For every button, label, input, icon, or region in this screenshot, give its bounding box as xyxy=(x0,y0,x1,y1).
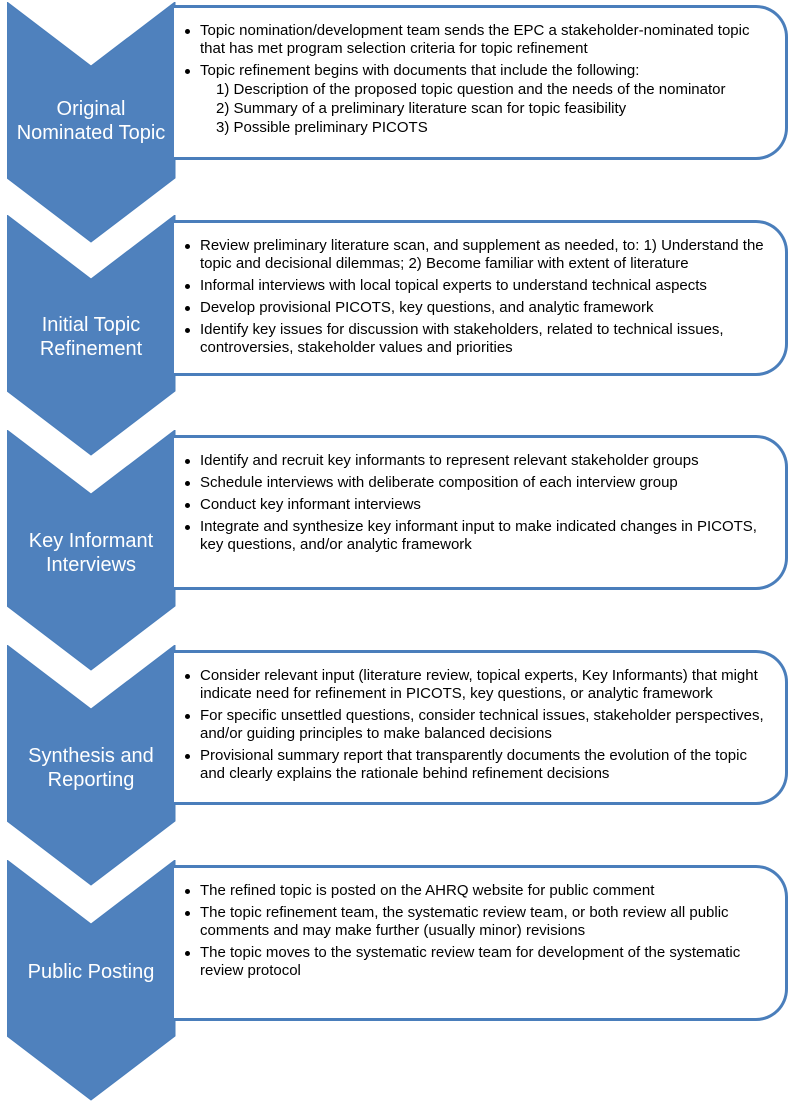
bullet-item xyxy=(184,321,771,357)
bullet-dot-icon xyxy=(185,674,190,679)
bullet-item xyxy=(184,277,771,295)
bullet-list xyxy=(184,237,771,357)
bullet-dot-icon xyxy=(185,306,190,311)
bullet-item xyxy=(184,496,771,514)
numbered-subitem: 3) Possible preliminary PICOTS xyxy=(216,119,428,136)
step-description-box xyxy=(174,650,788,805)
bullet-text: Integrate and synthesize key informant input to make indicated changes in PICOTS, key questions, and/or analytic framework xyxy=(200,518,757,553)
bullet-text: The topic refinement team, the systematic review team, or both review all public comments and may make further (usually minor) revisions xyxy=(200,904,729,939)
bullet-dot-icon xyxy=(185,754,190,759)
bullet-item xyxy=(184,707,771,743)
step-description-box xyxy=(174,220,788,376)
numbered-subitem: 1) Description of the proposed topic question and the needs of the nominator xyxy=(216,81,726,98)
bullet-text: Review preliminary literature scan, and supplement as needed, to: 1) Understand the topic and decisional dilemmas; 2) Become familiar with extent of literature xyxy=(200,237,764,272)
bullet-dot-icon xyxy=(185,29,190,34)
step-title: Synthesis and Reporting xyxy=(28,745,154,791)
bullet-item xyxy=(184,882,771,900)
bullet-dot-icon xyxy=(185,714,190,719)
bullet-text: Topic refinement begins with documents that include the following: xyxy=(200,62,640,79)
bullet-text: The topic moves to the systematic review team for development of the systematic review protocol xyxy=(200,944,741,979)
step-title: Public Posting xyxy=(27,961,155,983)
bullet-text: Develop provisional PICOTS, key questions, and analytic framework xyxy=(200,299,654,316)
bullet-text: Identify and recruit key informants to represent relevant stakeholder groups xyxy=(200,452,699,469)
bullet-item xyxy=(184,904,771,940)
bullet-text: Schedule interviews with deliberate composition of each interview group xyxy=(200,474,678,491)
bullet-item xyxy=(184,667,771,703)
bullet-list xyxy=(184,882,771,980)
bullet-item xyxy=(184,452,771,470)
bullet-item xyxy=(184,22,771,58)
numbered-subitem: 2) Summary of a preliminary literature scan for topic feasibility xyxy=(216,100,627,117)
bullet-dot-icon xyxy=(185,69,190,74)
bullet-dot-icon xyxy=(185,459,190,464)
bullet-item xyxy=(184,62,771,137)
bullet-text: For specific unsettled questions, consider technical issues, stakeholder perspectives, and/or guiding principles to make balanced decisions xyxy=(200,707,764,742)
bullet-dot-icon xyxy=(185,481,190,486)
bullet-item xyxy=(184,237,771,273)
bullet-item xyxy=(184,474,771,492)
bullet-dot-icon xyxy=(185,889,190,894)
bullet-text: The refined topic is posted on the AHRQ website for public comment xyxy=(200,882,655,899)
bullet-item xyxy=(184,944,771,980)
numbered-sublist xyxy=(200,80,771,137)
bullet-item xyxy=(184,518,771,554)
bullet-dot-icon xyxy=(185,244,190,249)
bullet-item xyxy=(184,747,771,783)
step-title: Original Nominated Topic xyxy=(16,98,166,144)
step-title: Key Informant Interviews xyxy=(28,530,154,576)
bullet-dot-icon xyxy=(185,911,190,916)
bullet-text: Consider relevant input (literature review, topical experts, Key Informants) that might indicate need for refinement in PICOTS, key questions, or analytic framework xyxy=(200,667,758,702)
bullet-text: Informal interviews with local topical experts to understand technical aspects xyxy=(200,277,707,294)
bullet-list xyxy=(184,667,771,783)
step-description-box xyxy=(174,5,788,160)
bullet-text: Provisional summary report that transparently documents the evolution of the topic and clearly explains the rationale behind refinement decisions xyxy=(200,747,747,782)
bullet-list xyxy=(184,22,771,137)
bullet-text: Topic nomination/development team sends the EPC a stakeholder-nominated topic that has met program selection criteria for topic refinement xyxy=(200,22,750,57)
bullet-item xyxy=(184,299,771,317)
bullet-dot-icon xyxy=(185,503,190,508)
bullet-dot-icon xyxy=(185,951,190,956)
bullet-list xyxy=(184,452,771,554)
step-title: Initial Topic Refinement xyxy=(39,314,143,360)
bullet-dot-icon xyxy=(185,328,190,333)
bullet-text: Conduct key informant interviews xyxy=(200,496,421,513)
bullet-dot-icon xyxy=(185,284,190,289)
bullet-dot-icon xyxy=(185,525,190,530)
bullet-text: Identify key issues for discussion with stakeholders, related to technical issues, controversies, stakeholder values and priorities xyxy=(200,321,724,356)
step-description-box xyxy=(174,435,788,590)
step-description-box xyxy=(174,865,788,1021)
